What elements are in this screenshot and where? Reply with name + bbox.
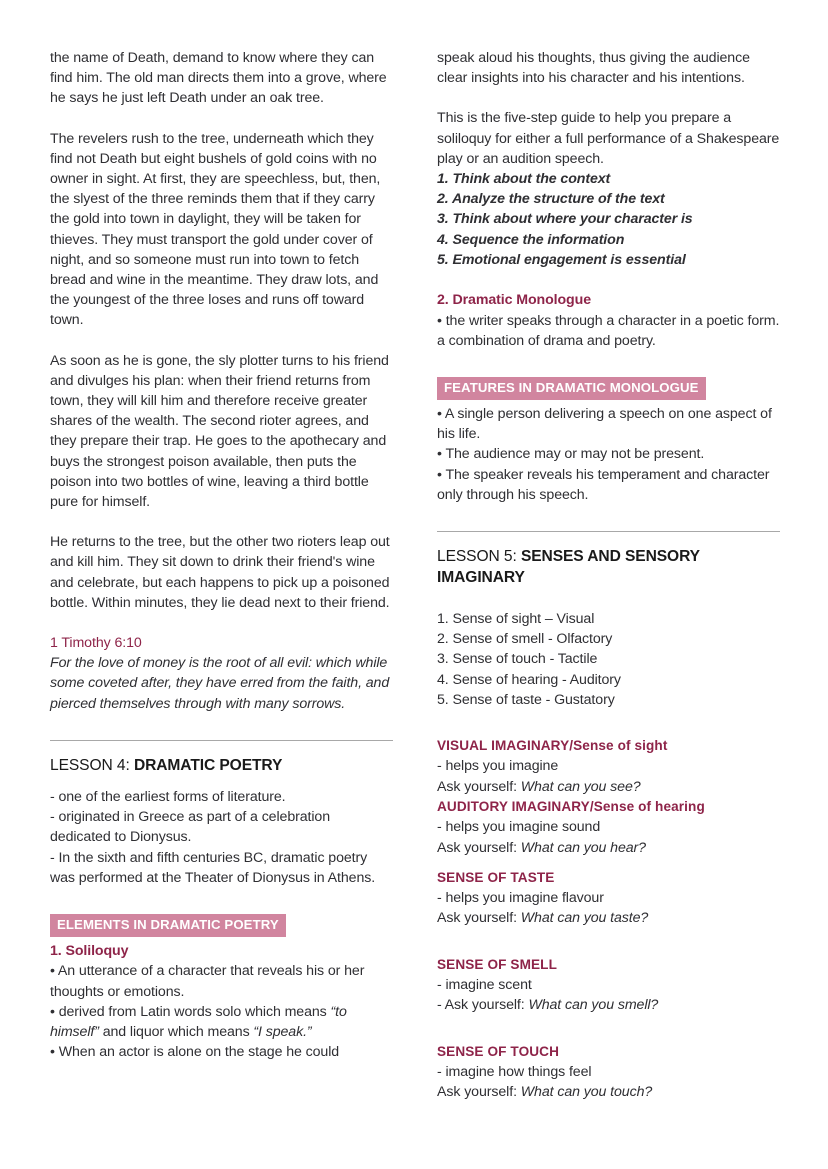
body-paragraph: He returns to the tree, but the other two rioters leap out and kill him. They sit down to drink their friend's wine and celebrate, but each happens to pick up a poisoned bottle. Within minutes, they lie dead next to their friend.	[50, 534, 390, 611]
list-item: • An utterance of a character that reveals his or her thoughts or emotions.	[50, 963, 365, 1000]
dramatic-monologue-features	[437, 404, 780, 505]
dramatic-monologue-heading: 2. Dramatic Monologue	[437, 292, 591, 309]
list-item: • The audience may or may not be present.	[437, 446, 705, 463]
lesson-4-heading	[50, 755, 393, 776]
sensory-detail: - helps you imagine sound	[437, 819, 601, 836]
scripture-text: For the love of money is the root of all evil: which while some coveted after, they have erred from the faith, and pierced themselves through with many sorrows.	[50, 655, 390, 712]
spacer	[437, 929, 780, 955]
elements-in-dramatic-poetry-banner: ELEMENTS IN DRAMATIC POETRY	[50, 914, 286, 937]
sensory-section-visual	[437, 736, 780, 797]
list-item: 2. Analyze the structure of the text	[437, 191, 665, 208]
lesson-4-prefix: LESSON 4:	[50, 756, 134, 774]
ask-question: What can you touch?	[520, 1084, 653, 1101]
ask-question: What can you hear?	[520, 839, 646, 856]
sensory-section-auditory	[437, 797, 780, 858]
list-item: 5. Emotional engagement is essential	[437, 251, 686, 268]
list-item: 4. Sequence the information	[437, 231, 625, 248]
sensory-detail: - helps you imagine	[437, 758, 559, 775]
list-item: 1. Think about the context	[437, 171, 611, 188]
list-item: 5. Sense of taste - Gustatory	[437, 691, 615, 708]
soliloquy-bullets	[50, 961, 393, 1062]
ask-label: Ask yourself:	[437, 839, 521, 856]
list-item: - In the sixth and fifth centuries BC, dramatic poetry was performed at the Theater of Dionysus in Athens.	[50, 849, 376, 886]
list-item: • A single person delivering a speech on one aspect of his life.	[437, 405, 772, 443]
ask-question: What can you smell?	[528, 997, 659, 1014]
sensory-ask	[437, 908, 780, 928]
dramatic-monologue-bullets	[437, 311, 780, 351]
sensory-detail: - helps you imagine flavour	[437, 890, 604, 907]
section-divider	[437, 531, 780, 532]
guide-intro-paragraph: This is the five-step guide to help you prepare a soliloquy for either a full performance of a Shakespeare play or an audition speech.	[437, 110, 780, 167]
features-highlight-wrap	[437, 377, 780, 404]
sensory-heading: AUDITORY IMAGINARY/Sense of hearing	[437, 798, 705, 814]
sensory-detail: - imagine how things feel	[437, 1064, 592, 1081]
body-paragraph: speak aloud his thoughts, thus giving the audience clear insights into his character and his intentions.	[437, 50, 750, 87]
soliloquy-heading: 1. Soliloquy	[50, 942, 129, 959]
body-paragraph: As soon as he is gone, the sly plotter turns to his friend and divulges his plan: when their friend returns from town, they will kill him and therefore receive greater shares of the wealth. The second rioter agrees, and they prepare their trap. He goes to the apothecary and buys the strongest poison available, then puts the poison into two bottles of wine, leaving a third bottle pure for himself.	[50, 352, 389, 511]
list-item: • the writer speaks through a character in a poetic form.	[437, 312, 780, 329]
spacer	[50, 888, 393, 914]
spacer	[437, 270, 780, 290]
list-item: • The speaker reveals his temperament and character only through his speech.	[437, 466, 770, 503]
sensory-ask	[437, 995, 780, 1015]
list-item: a combination of drama and poetry.	[437, 332, 656, 349]
soliloquy-derived-part1: • derived from Latin words solo which means	[50, 1003, 331, 1020]
sensory-heading: SENSE OF TOUCH	[437, 1043, 559, 1059]
lesson-4-title: DRAMATIC POETRY	[133, 756, 283, 774]
ask-question: What can you taste?	[520, 910, 649, 927]
lesson-4-bullets	[50, 787, 393, 888]
soliloquy-quote-to-himself: “to himself”	[50, 1003, 347, 1041]
left-column	[50, 48, 393, 1062]
sensory-ask	[437, 777, 780, 797]
lesson-5-title: SENSES AND SENSORY IMAGINARY	[437, 547, 700, 586]
sensory-heading: VISUAL IMAGINARY/Sense of sight	[437, 737, 668, 753]
spacer	[437, 1016, 780, 1042]
sensory-section-taste	[437, 868, 780, 929]
lesson-5-prefix: LESSON 5:	[437, 547, 521, 565]
ask-question: What can you see?	[520, 778, 641, 795]
list-item: 2. Sense of smell - Olfactory	[437, 631, 613, 648]
list-item	[50, 1002, 393, 1042]
sensory-heading: SENSE OF TASTE	[437, 869, 555, 885]
senses-list	[437, 609, 780, 710]
body-paragraph: the name of Death, demand to know where they can find him. The old man directs them into a grove, where he says he just left Death under an oak tree.	[50, 50, 387, 107]
scripture-reference: 1 Timothy 6:10	[50, 635, 142, 652]
sensory-ask	[437, 838, 780, 858]
list-item: 3. Think about where your character is	[437, 211, 693, 228]
list-item: • When an actor is alone on the stage he could	[50, 1044, 340, 1061]
ask-label: Ask yourself:	[437, 1084, 521, 1101]
list-item: - one of the earliest forms of literature.	[50, 788, 286, 805]
ask-label: - Ask yourself:	[437, 997, 529, 1014]
ask-label: Ask yourself:	[437, 910, 521, 927]
sensory-ask	[437, 1082, 780, 1102]
two-column-layout	[50, 48, 788, 1103]
spacer	[437, 599, 780, 609]
sensory-section-smell	[437, 955, 780, 1016]
sensory-section-touch	[437, 1042, 780, 1103]
sensory-heading: SENSE OF SMELL	[437, 956, 557, 972]
spacer	[437, 858, 780, 868]
ask-label: Ask yourself:	[437, 778, 521, 795]
list-item: 1. Sense of sight – Visual	[437, 610, 595, 627]
body-paragraph: The revelers rush to the tree, underneath which they find not Death but eight bushels of gold coins with no owner in sight. At first, they are speechless, but, then, the slyest of the three reminds them that if they carry the gold into town in daylight, they will be taken for thieves. They must transport the gold under cover of night, and so someone must run into town to fetch bread and wine in the meantime. They draw lots, and the youngest of the three loses and runs off toward town.	[50, 130, 381, 329]
features-in-dramatic-monologue-banner: FEATURES IN DRAMATIC MONOLOGUE	[437, 377, 706, 400]
soliloquy-quote-i-speak: “I speak.”	[253, 1024, 312, 1041]
scripture-block	[50, 633, 393, 714]
section-divider	[50, 740, 393, 741]
list-item: 3. Sense of touch - Tactile	[437, 651, 598, 668]
lesson-5-heading	[437, 546, 780, 588]
sensory-detail: - imagine scent	[437, 977, 532, 994]
soliloquy-derived-part2: and liquor which means	[98, 1024, 254, 1041]
elements-highlight-wrap	[50, 914, 393, 941]
list-item: - originated in Greece as part of a celebration dedicated to Dionysus.	[50, 809, 330, 846]
five-step-guide-list	[437, 169, 780, 270]
spacer	[437, 710, 780, 736]
spacer	[437, 351, 780, 377]
list-item: 4. Sense of hearing - Auditory	[437, 671, 621, 688]
right-column	[437, 48, 780, 1103]
